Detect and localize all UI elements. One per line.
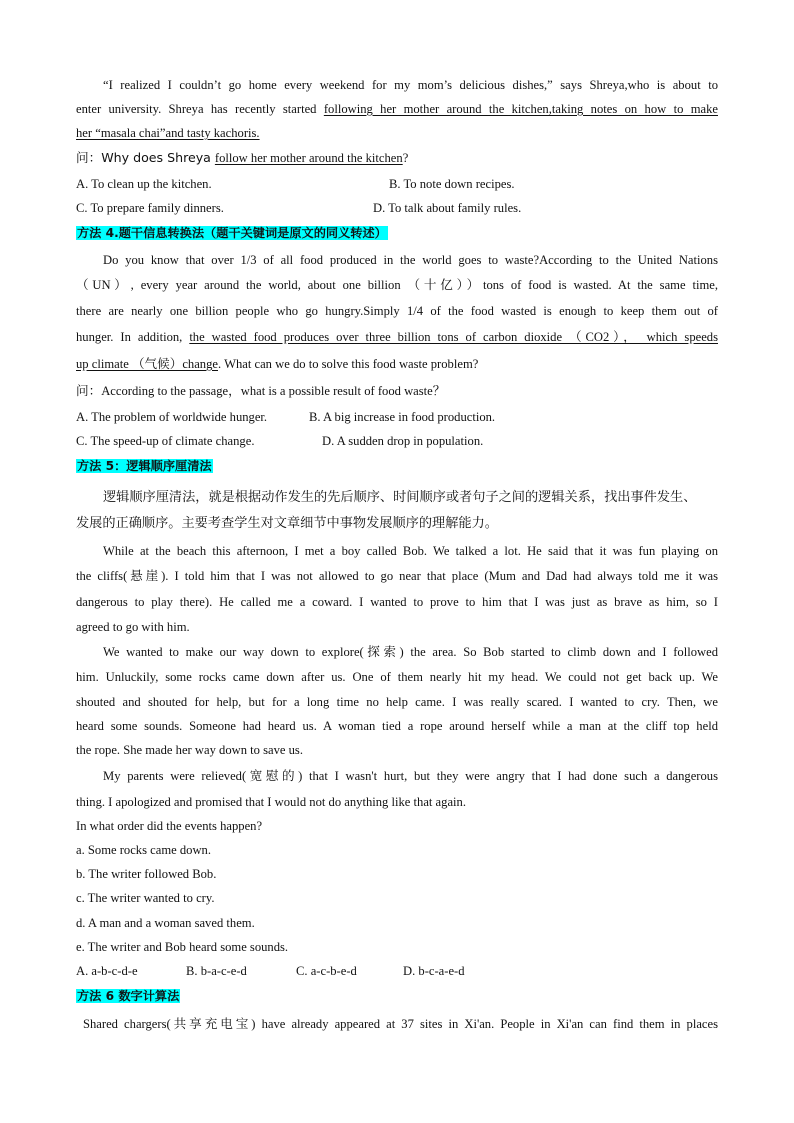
passage2-line3: there are nearly one billion people who go hungry.Simply 1/4 of the food wasted is enough to keep them out of — [76, 304, 718, 318]
question2-option-c: C. The speed-up of climate change. — [76, 434, 255, 448]
method5-description-line1: 逻辑顺序厘清法，就是根据动作发生的先后顺序、时间顺序或者句子之间的逻辑关系，找出事件发生、 — [103, 490, 697, 505]
question3-option-a: A. a-b-c-d-e — [76, 964, 138, 978]
passage1-line1: “I realized I couldn’t go home every weekend for my mom’s delicious dishes,” says Shreya,who is about to — [103, 78, 718, 92]
question3-option-d: D. b-c-a-e-d — [403, 964, 465, 978]
question1-option-c: C. To prepare family dinners. — [76, 201, 224, 215]
passage1-line2: enter university. Shreya has recently started following her mother around the kitchen,taking notes on how to make — [76, 102, 718, 116]
underlined-text: her “masala chai”and tasty kachoris. — [76, 126, 260, 140]
passage2-line4: hunger. In addition, the wasted food produces over three billion tons of carbon dioxide （CO2）， which speeds — [76, 330, 718, 344]
passage1-line3 — [76, 125, 718, 141]
question3-event: c. The writer wanted to cry. — [76, 891, 215, 905]
question3-event: b. The writer followed Bob. — [76, 867, 217, 881]
underlined-text: follow her mother around the kitchen — [214, 151, 403, 165]
passage2-line2: （UN）, every year around the world, about one billion （十亿））tons of food is wasted. At the same time, — [76, 278, 718, 292]
passage3-line8: heard some sounds. Someone had heard us. A woman tied a rope around herself while a man at the cliff top held — [76, 719, 718, 733]
question3-option-b: B. b-a-c-e-d — [186, 964, 247, 978]
underlined-text: following her mother around the kitchen,taking notes on how to make — [323, 102, 718, 116]
question2-option-b: B. A big increase in food production. — [309, 410, 496, 424]
question2-stem: 问：According to the passage，what is a possible result of food waste？ — [76, 384, 446, 398]
passage3-line1: While at the beach this afternoon, I met a boy called Bob. We talked a lot. He said that it was fun playing on — [103, 544, 718, 558]
question2-option-d: D. A sudden drop in population. — [322, 434, 484, 448]
question3-event: d. A man and a woman saved them. — [76, 916, 255, 930]
question3-event: e. The writer and Bob heard some sounds. — [76, 940, 289, 954]
passage3-line6: him. Unluckily, some rocks came down after us. One of them nearly hit my head. We could not get back up. We — [76, 670, 718, 684]
question3-event: a. Some rocks came down. — [76, 843, 211, 857]
underlined-text: the wasted food produces over three billion tons of carbon dioxide （CO2）， which speeds — [189, 330, 718, 344]
question1-option-b: B. To note down recipes. — [389, 177, 515, 191]
passage2-line1: Do you know that over 1/3 of all food produced in the world goes to waste?According to the United Nations — [103, 253, 718, 267]
method6-heading: 方法 6 数字计算法 — [77, 989, 180, 1003]
method4-heading: 方法 4.题干信息转换法（题干关键词是原文的同义转述） — [77, 226, 387, 240]
passage3-line9: the rope. She made her way down to save us. — [76, 743, 303, 757]
passage4-line1: Shared chargers(共享充电宝) have already appeared at 37 sites in Xi'an. People in Xi'an can find them in places — [83, 1017, 718, 1031]
question2-option-a: A. The problem of worldwide hunger. — [76, 410, 268, 424]
passage2-line5: up climate （气候）change. What can we do to solve this food waste problem? — [76, 357, 479, 371]
question1-stem: 问：Why does Shreya follow her mother around the kitchen? — [76, 150, 409, 165]
passage3-line10: My parents were relieved(宽慰的) that I wasn't hurt, but they were angry that I had done such a dangerous — [103, 769, 718, 783]
question1-option-d: D. To talk about family rules. — [373, 201, 522, 215]
method5-description-line2: 发展的正确顺序。主要考查学生对文章细节中事物发展顺序的理解能力。 — [76, 516, 498, 531]
passage3-line2: the cliffs(悬崖). I told him that I was not allowed to go near that place (Mum and Dad had always told me it was — [76, 569, 718, 583]
passage3-line7: shouted and shouted for help, but for a long time no help came. I was really scared. I wanted to cry. Then, we — [76, 695, 718, 709]
passage3-line5: We wanted to make our way down to explore(探索) the area. So Bob started to climb down and I followed — [103, 645, 718, 659]
passage3-line3: dangerous to play there). He called me a coward. I wanted to prove to him that I was just as brave as him, so I — [76, 595, 718, 609]
question3-option-c: C. a-c-b-e-d — [296, 964, 357, 978]
passage3-line4: agreed to go with him. — [76, 620, 190, 634]
method5-heading: 方法 5：逻辑顺序厘清法 — [77, 459, 212, 473]
question3-stem: In what order did the events happen? — [76, 819, 263, 833]
question1-option-a: A. To clean up the kitchen. — [76, 177, 212, 191]
passage3-line11: thing. I apologized and promised that I would not do anything like that again. — [76, 795, 466, 809]
underlined-text: up climate （气候）change — [76, 357, 218, 371]
